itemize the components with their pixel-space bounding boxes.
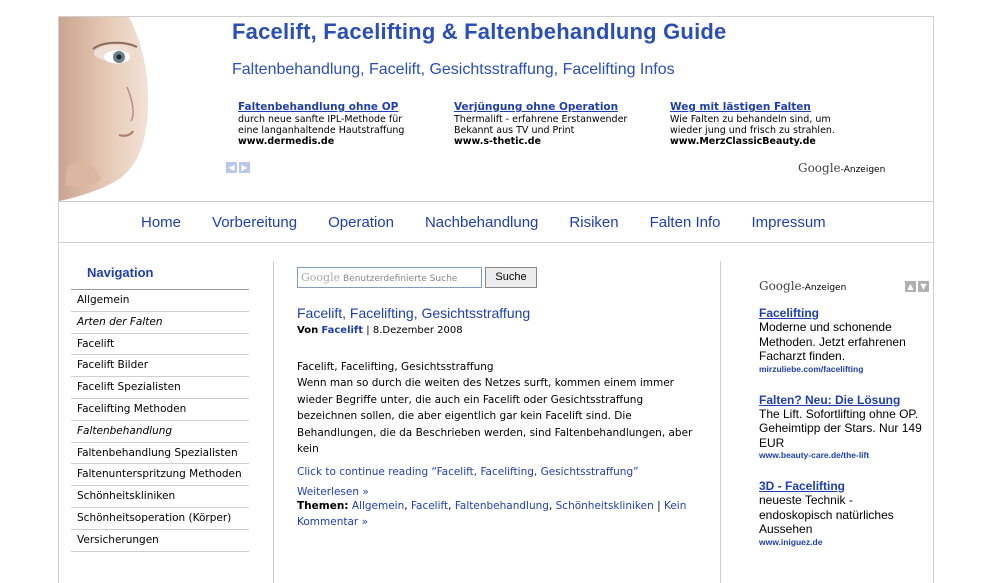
sidebar-item-faltenbehandlung-spezialisten[interactable]: Faltenbehandlung Spezialisten [71,443,249,465]
sidebar-item-facelift[interactable]: Facelift [71,334,249,356]
right-ad-title[interactable]: 3D - Facelifting [759,479,846,493]
right-ad[interactable] [759,393,929,462]
post-body [297,359,697,457]
anzeigen-label: -Anzeigen [801,283,847,293]
arrow-left-icon[interactable]: ◀ [226,162,237,173]
header-ad-url[interactable]: www.dermedis.de [238,136,335,147]
search-input[interactable] [297,267,482,288]
header-ad-text: wieder jung und frisch zu strahlen. [670,125,835,136]
nav-home[interactable]: Home [141,214,182,231]
google-ads-label[interactable] [798,161,885,175]
post-von-label: Von [297,325,319,336]
nav-impressum[interactable]: Impressum [751,214,826,231]
google-logo: Google [301,270,341,284]
search-bar [297,265,697,289]
header-ad-title[interactable]: Weg mit lästigen Falten [670,101,811,113]
sidebar-item-facelifting-methoden[interactable]: Facelifting Methoden [71,399,249,421]
sidebar-item-allgemein[interactable]: Allgemein [71,290,249,312]
site-title: Facelift, Facelifting & Faltenbehandlung Guide [232,19,727,44]
right-ad-url[interactable]: mirzuliebe.com/facelifting [759,363,864,374]
google-ads-label[interactable] [759,279,846,293]
right-ad-text: The Lift. Sofortlifting ohne OP. Geheimtipp der Stars. Nur 149 EUR [759,406,922,450]
sidebar-item-versicherungen[interactable]: Versicherungen [71,530,249,552]
ad-nav-arrows [905,281,929,292]
header-ad-title[interactable]: Faltenbehandlung ohne OP [238,101,399,113]
google-logo: Google [798,161,841,175]
sidebar-title: Navigation [71,265,249,290]
post-date: 8.Dezember 2008 [372,325,463,336]
main-content [297,265,697,530]
header-ad-text: eine langanhaltende Hautstraffung [238,125,405,136]
post-title[interactable]: Facelift, Facelifting, Gesichtsstraffung [297,305,531,321]
right-ad[interactable] [759,306,929,375]
right-ads-header [759,277,929,295]
nav-vorbereitung[interactable]: Vorbereitung [212,214,298,231]
page-container [58,16,934,583]
column-divider [273,261,274,583]
ad-nav-arrows [226,162,250,173]
themen-label: Themen: [297,500,349,513]
google-logo: Google [759,279,802,293]
header-ad-text: Bekannt aus TV und Print [454,125,575,136]
header-ad-url[interactable]: www.MerzClassicBeauty.de [670,136,816,147]
comment-link[interactable]: Kein Kommentar » [297,500,687,529]
sidebar-item-faltenbehandlung[interactable]: Faltenbehandlung [71,421,249,443]
topic-link[interactable]: Facelift [410,500,449,513]
post-body-text: Wenn man so durch die weiten des Netzes surft, kommen einem immer wieder Begriffe unter, die auch ein Facelift oder Gesichtsstraffung bezeichnen sollen, die aber eigentlich gar kein Facelift sind. Die Behandlungen, die da Beschrieben werden, sind Faltenbehandlungen, aber kein [297,377,693,456]
right-ad-title[interactable]: Facelifting [759,306,820,320]
sidebar-item-facelift-bilder[interactable]: Facelift Bilder [71,355,249,377]
sidebar-item-facelift-spezialisten[interactable]: Facelift Spezialisten [71,377,249,399]
site-header [59,17,933,201]
right-ads [759,277,929,548]
right-ad[interactable] [759,479,929,548]
topic-link[interactable]: Schönheitskliniken [555,500,654,513]
topic-link[interactable]: Allgemein [351,500,405,513]
nav-falten-info[interactable]: Falten Info [649,214,721,231]
meta-separator: | [366,325,370,336]
sidebar-item-faltenunterspritzung-methoden[interactable]: Faltenunterspritzung Methoden [71,464,249,486]
header-ad-text: Wie Falten zu behandeln sind, um [670,114,831,125]
continue-reading-link[interactable]: Click to continue reading “Facelift, Facelifting, Gesichtsstraffung” [297,466,639,479]
post-meta [297,325,697,336]
sidebar-item-arten-der-falten[interactable]: Arten der Falten [71,312,249,334]
sidebar [71,265,249,552]
post-body-title: Facelift, Facelifting, Gesichtsstraffung [297,361,494,373]
right-ad-text: neueste Technik - endoskopisch natürliches Aussehen [759,493,894,536]
site-subtitle: Faltenbehandlung, Facelift, Gesichtsstraffung, Facelifting Infos [232,61,675,78]
nav-risiken[interactable]: Risiken [569,214,619,231]
post-author[interactable]: Facelift [321,325,364,336]
main-navigation [59,201,933,243]
header-ad-title[interactable]: Verjüngung ohne Operation [454,101,619,113]
right-ad-url[interactable]: www.iniguez.de [759,536,823,547]
face-image [59,17,151,201]
right-ad-url[interactable]: www.beauty-care.de/the-lift [759,450,870,460]
post-topics: Themen: Allgemein, Facelift, Faltenbehandlung, Schönheitskliniken | Kein Kommentar » [297,500,687,529]
header-ad-2[interactable] [454,102,654,147]
search-button[interactable]: Suche [485,267,537,288]
sidebar-item-schoenheitskliniken[interactable]: Schönheitskliniken [71,486,249,508]
column-divider [720,261,721,583]
header-ad-1[interactable] [238,102,438,147]
arrow-down-icon[interactable]: ▼ [918,281,929,292]
search-placeholder: Benutzerdefinierte Suche [342,273,458,284]
anzeigen-label: -Anzeigen [840,165,886,175]
header-ad-url[interactable]: www.s-thetic.de [454,136,541,147]
arrow-right-icon[interactable]: ▶ [239,162,250,173]
header-ad-text: Thermalift - erfahrene Erstanwender [454,114,628,125]
right-ad-text: Moderne und schonende Methoden. Jetzt erfahrenen Facharzt finden. [759,320,906,363]
arrow-up-icon[interactable]: ▲ [905,281,916,292]
nav-operation[interactable]: Operation [328,214,394,231]
sidebar-item-schoenheitsoperation[interactable]: Schönheitsoperation (Körper) [71,508,249,530]
weiterlesen-link[interactable]: Weiterlesen » [297,486,369,499]
topic-link[interactable]: Faltenbehandlung [454,500,549,513]
nav-nachbehandlung[interactable]: Nachbehandlung [424,214,539,231]
header-ad-text: durch neue sanfte IPL-Methode für [238,114,403,125]
right-ad-title[interactable]: Falten? Neu: Die Lösung [759,392,901,407]
header-ad-3[interactable] [670,102,870,147]
